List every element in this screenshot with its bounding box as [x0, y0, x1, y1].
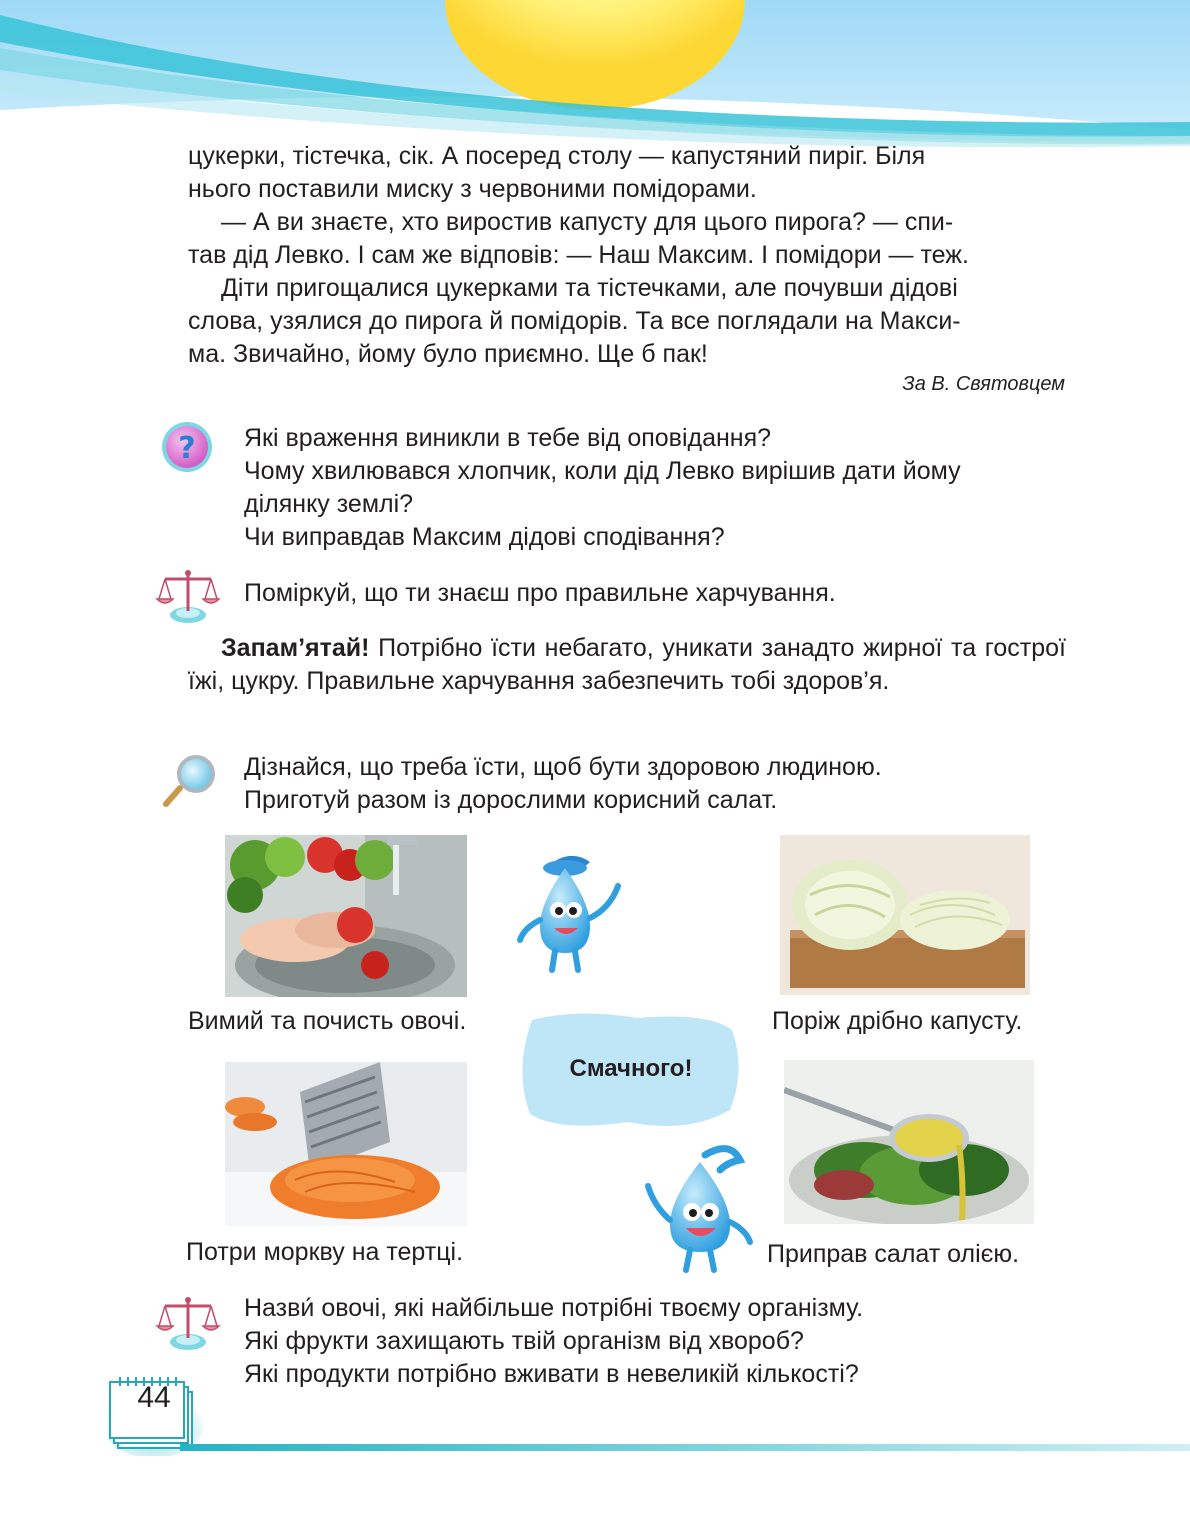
story-text [188, 140, 1066, 371]
water-drop-character-icon [510, 848, 630, 978]
svg-text:?: ? [178, 431, 196, 466]
explore-line: Приготуй разом із дорослими корисний салат. [244, 786, 778, 814]
magnifier-icon [160, 752, 220, 810]
explore-block [244, 751, 882, 817]
question-icon [160, 420, 214, 474]
question-line: Які продукти потрібно вживати в невеликій кількості? [244, 1360, 859, 1388]
bubble-text: Смачного! [569, 1055, 693, 1082]
remember-block [188, 632, 1066, 698]
photo-grating-carrots [225, 1062, 467, 1226]
question-line: ділянку землі? [244, 490, 414, 518]
caption-cut: Поріж дрібно капусту. [772, 1007, 1023, 1035]
photo-washing-vegetables [225, 835, 467, 997]
story-line: цукерки, тістечка, сік. А посеред столу — капустяний пиріг. Біля [188, 142, 926, 170]
water-drop-character-icon [640, 1140, 760, 1275]
page-number: 44 [137, 1381, 171, 1414]
story-line: нього поставили миску з червоними помідорами. [188, 175, 757, 203]
question-line: Чи виправдав Максим дідові сподівання? [244, 523, 725, 551]
think-text: Поміркуй, що ти знаєш про правильне харчування. [244, 579, 836, 607]
story-line: слова, узялися до пирога й помідорів. Та все поглядали на Макси- [188, 307, 961, 335]
caption-wash: Вимий та почисть овочі. [188, 1007, 467, 1035]
questions-block [244, 422, 961, 554]
photo-dressing-salad [784, 1060, 1034, 1224]
scales-icon [155, 1292, 221, 1354]
final-questions-block [244, 1292, 863, 1391]
think-block [244, 577, 836, 610]
question-line: Назви́ овочі, які найбільше потрібні твоєму організму. [244, 1294, 864, 1322]
story-line: тав дід Левко. І сам же відповів: — Наш Максим. І помідори — теж. [188, 241, 969, 269]
story-line: Діти пригощалися цукерками та тістечками, але почувши дідові [221, 274, 958, 302]
remember-label: Запам’ятай! [221, 634, 370, 662]
scales-icon [155, 565, 221, 627]
story-line: ма. Звичайно, йому було приємно. Ще б пак! [188, 340, 708, 368]
story-line: — А ви знаєте, хто виростив капусту для цього пирога? — спи- [221, 208, 954, 236]
footer-divider [180, 1444, 1190, 1451]
caption-grate: Потри моркву на тертці. [186, 1238, 464, 1266]
explore-line: Дізнайся, що треба їсти, щоб бути здоровою людиною. [244, 753, 882, 781]
photo-cutting-cabbage [780, 835, 1030, 995]
story-author: За В. Святовцем [902, 373, 1065, 395]
header-banner [0, 0, 1190, 150]
question-line: Які враження виникли в тебе від оповідання? [244, 424, 772, 452]
remember-text: Потрібно їсти небагато, уникати занадто жирної та гострої їжі, цукру. Правильне харчування забезпечить тобі здоров’я. [188, 634, 1066, 695]
caption-dress: Приправ салат олією. [767, 1240, 1020, 1268]
question-line: Які фрукти захищають твій організм від хвороб? [244, 1327, 804, 1355]
question-line: Чому хвилювався хлопчик, коли дід Левко вирішив дати йому [244, 457, 961, 485]
